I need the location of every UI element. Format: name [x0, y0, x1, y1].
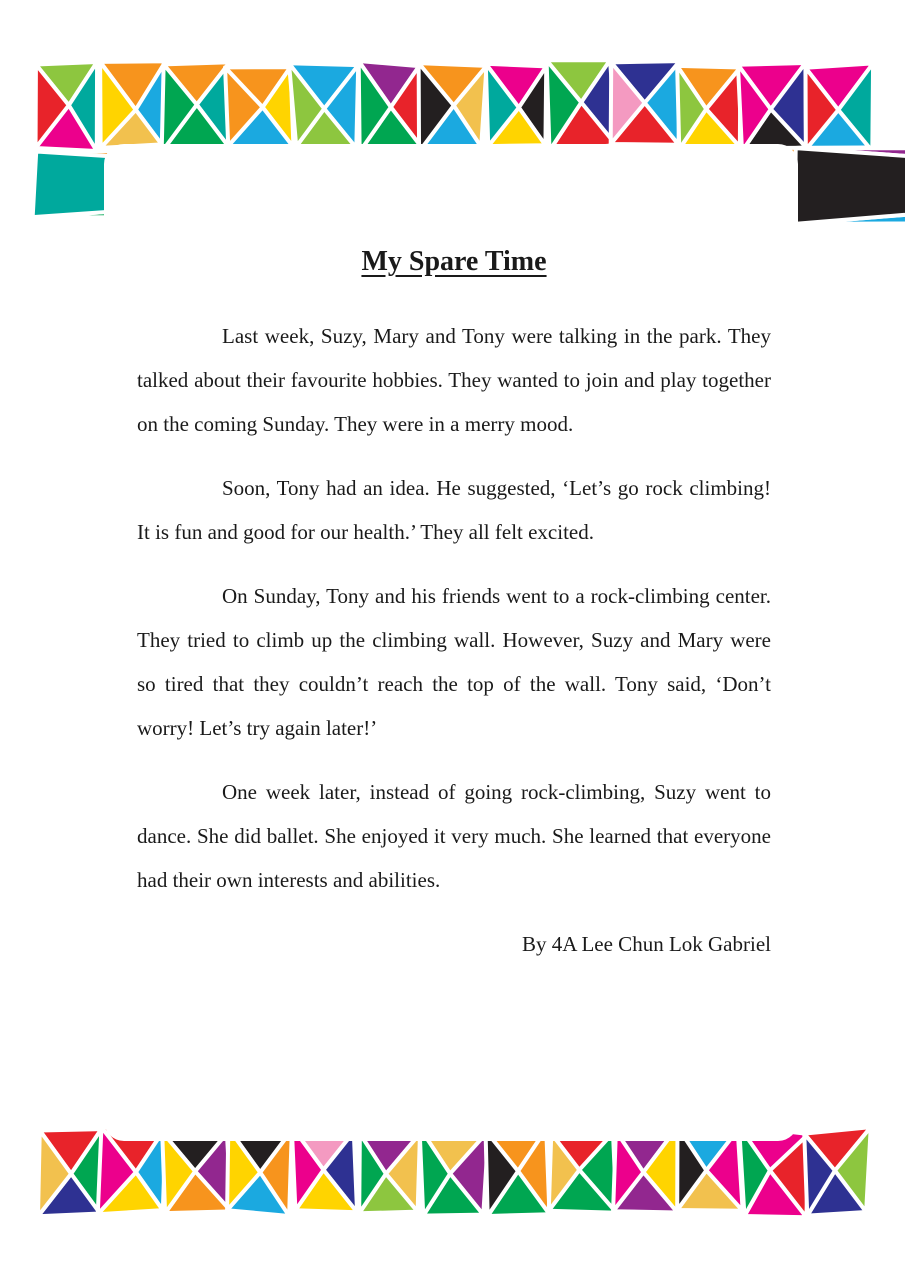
- essay-content: [137, 238, 771, 966]
- paragraph-2: Soon, Tony had an idea. He suggested, ‘Let’s go rock climbing! It is fun and good for our health.’ They all felt excited.: [137, 476, 771, 544]
- paragraph-1: Last week, Suzy, Mary and Tony were talking in the park. They talked about their favourite hobbies. They wanted to join and play together on the coming Sunday. They were in a merry mood.: [137, 324, 771, 436]
- mosaic-tile: [795, 148, 905, 224]
- author-signature: By 4A Lee Chun Lok Gabriel: [521, 932, 771, 956]
- page-title: My Spare Time: [361, 246, 547, 277]
- paragraph-4: One week later, instead of going rock-climbing, Suzy went to dance. She did ballet. She enjoyed it very much. She learned that everyone had their own interests and abilities.: [137, 780, 771, 892]
- paragraph-3: On Sunday, Tony and his friends went to a rock-climbing center. They tried to climb up the climbing wall. However, Suzy and Mary were so tired that they couldn’t reach the top of the wall. Tony said, ‘Don’t worry! Let’s try again later!’: [137, 584, 771, 740]
